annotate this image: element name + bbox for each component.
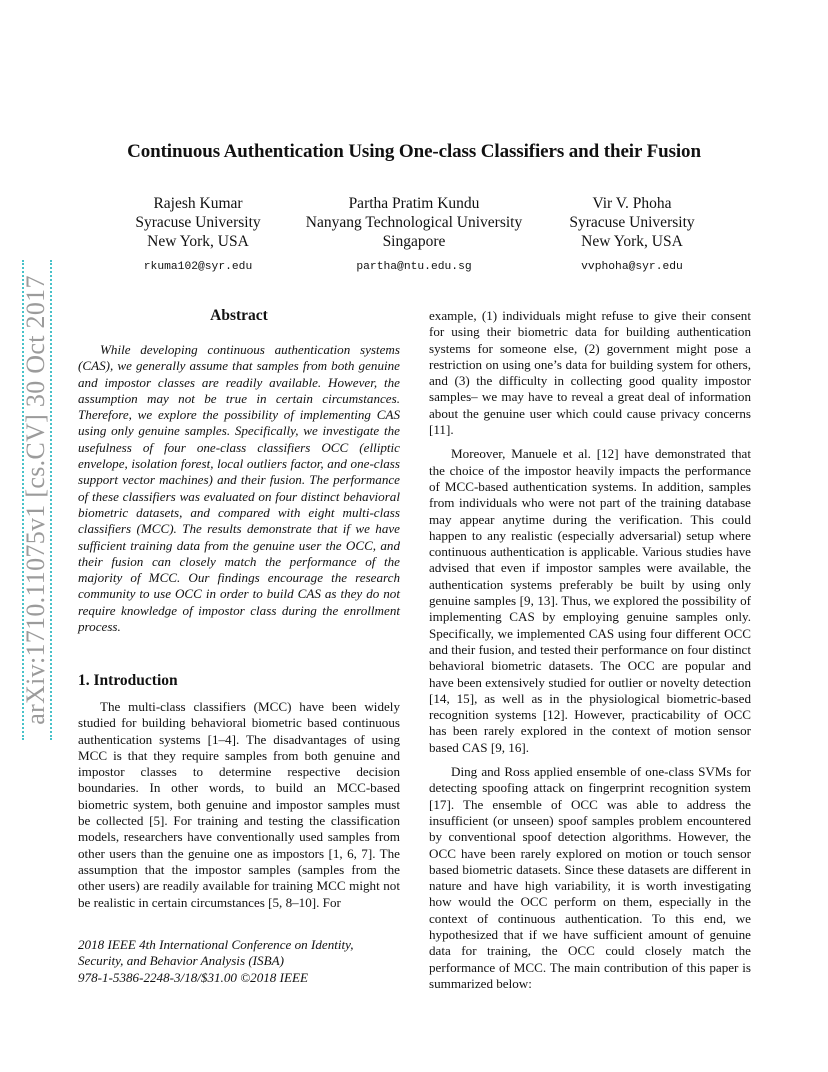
conference-footnote (78, 937, 400, 986)
author-affiliation: Syracuse University (569, 214, 695, 231)
abstract-heading: Abstract (210, 307, 268, 324)
author-name: Partha Pratim Kundu (348, 195, 480, 212)
author-email[interactable]: partha@ntu.edu.sg (356, 261, 472, 273)
arxiv-stamp-text: arXiv:1710.11075v1 [cs.CV] 30 Oct 2017 (21, 275, 50, 725)
author-block-1 (98, 194, 298, 277)
section-heading-introduction: 1. Introduction (78, 672, 178, 689)
author-affiliation: Nanyang Technological University (305, 214, 523, 231)
author-affiliation: Syracuse University (135, 214, 261, 231)
author-email[interactable]: vvphoha@syr.edu (581, 261, 683, 273)
author-email[interactable]: rkuma102@syr.edu (143, 261, 253, 273)
footnote-isbn: 978-1-5386-2248-3/18/$31.00 ©2018 IEEE (78, 969, 308, 985)
intro-paragraph: The multi-class classifiers (MCC) have been widely studied for building behavioral biometric based continuous authentication systems [1–4]. The disadvantages of using MCC is that they require samples from both genuine and impostor classes to determine respective decision boundaries. In other words, to build an MCC-based biometric system, both genuine and impostor samples must be collected [5]. For training and testing the classification models, researchers have conventionally used samples from other users than the genuine one as impostors [1, 6, 7]. The assumption that the impostor samples (samples from the other users) are readily available for training MCC might not be realistic in certain circumstances [5, 8–10]. For (78, 699, 400, 910)
author-location: New York, USA (147, 233, 249, 250)
body-paragraph: Moreover, Manuele et al. [12] have demonstrated that the choice of the impostor heavily impacts the performance of MCC-based authentication systems. In addition, samples from individuals who were not part of the training database may appear anytime during the verification. This could happen to any realistic (especially adversarial) setup where continuous authentication is applicable. Various studies have advised that even if impostor samples were available, the authentication systems preferably be built by using only genuine samples [9, 13]. Thus, we explored the possibility of implementing CAS by employing genuine samples only. Specifically, we implemented CAS using four different OCC and their fusion, and tested their performance on four distinct behavioral biometric datasets. The OCC are popular and have been extensively studied for outlier or novelty detection [14, 15], as well as in the physiological biometric-based recognition systems [12]. However, practicability of OCC has been rarely explored in the context of motion sensor based CAS [9, 16]. (429, 446, 751, 755)
abstract-text: While developing continuous authentication systems (CAS), we generally assume that samples from both genuine and impostor classes are readily available. However, the assumption may not be true in certain circumstances. Therefore, we explore the possibility of implementing CAS using only genuine samples. Specifically, we investigate the usefulness of four one-class classifiers OCC (elliptic envelope, isolation forest, local outliers factor, and one-class support vector machines) and their fusion. The performance of these classifiers was evaluated on four distinct behavioral biometric datasets, and compared with eight multi-class classifiers (MCC). The results demonstrate that if we have sufficient training data from the genuine user the OCC, and their fusion can closely match the performance of the majority of MCC. Our findings encourage the research community to use OCC in order to build CAS as they do not require knowledge of impostor class during the enrollment process. (78, 342, 400, 635)
body-paragraph: Ding and Ross applied ensemble of one-class SVMs for detecting spoofing attack on fingerprint recognition system [17]. The ensemble of OCC was able to address the insufficient (or unseen) spoof samples problem encountered by conventional spoof detection algorithms. However, the OCC have been rarely explored on motion or touch sensor based biometric datasets. Since these datasets are different in nature and have high variability, it is worth investigating how would the OCC perform on them, especially in the context of continuous authentication. To this end, we hypothesized that if we have sufficient amount of genuine data for training, the OCC could closely match the performance of MCC. The main contribution of this paper is summarized below: (429, 764, 751, 991)
author-block-2 (284, 194, 544, 277)
introduction-right-column (429, 308, 751, 992)
author-block-3 (532, 194, 732, 277)
author-location: New York, USA (581, 233, 683, 250)
arxiv-stamp[interactable] (10, 260, 62, 740)
author-name: Rajesh Kumar (153, 195, 243, 212)
introduction-left-column (78, 699, 400, 911)
paper-title: Continuous Authentication Using One-class Classifiers and their Fusion (127, 141, 701, 162)
author-location: Singapore (382, 233, 446, 250)
footnote-conference: 2018 IEEE 4th International Conference on Identity, Security, and Behavior Analysis (ISBA) (78, 937, 354, 969)
body-paragraph: example, (1) individuals might refuse to give their consent for using their biometric data for building authentication systems for someone else, (2) government might pose a restriction on using one’s data for building system for others, and (3) the difficulty in collecting good quality impostor samples– we may have to reveal a great deal of information about the genuine user which could cause privacy concerns [11]. (429, 308, 751, 438)
author-name: Vir V. Phoha (592, 195, 672, 212)
abstract-section (78, 342, 400, 635)
